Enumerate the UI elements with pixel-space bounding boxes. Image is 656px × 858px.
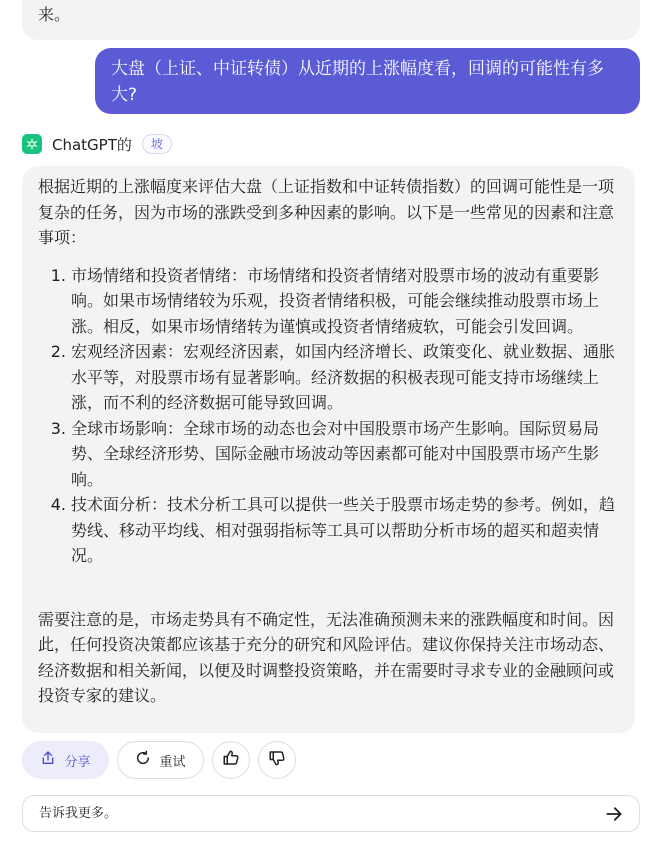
bot-name[interactable]: ChatGPT的 <box>52 135 132 154</box>
share-icon <box>40 750 56 770</box>
share-button[interactable] <box>22 741 109 779</box>
list-item-number: 2. <box>50 342 66 361</box>
chatgpt-logo-icon <box>22 134 42 154</box>
retry-label: 重试 <box>159 754 186 770</box>
list-item-number: 3. <box>50 418 66 438</box>
user-message-bubble <box>95 48 640 114</box>
bot-answer-bubble <box>22 166 635 733</box>
list-item-text: 市场情绪和投资者情绪：市场情绪和投资者情绪对股票市场的波动有重要影响。如果市场情绪较为乐观，投资者情绪积极，可能会继续推动股票市场上涨。相反，如果市场情绪转为谨慎或投资者情绪疲软，可能会引发回调。 <box>71 265 600 336</box>
list-item-text: 宏观经济因素：宏观经济因素，如国内经济增长、政策变化、就业数据、通胀水平等，对股票市场有显著影响。经济数据的积极表现可能支持市场继续上涨，而不利的经济数据可能导致回调。 <box>71 342 616 412</box>
previous-message-text: 来。 <box>38 5 71 24</box>
thumbs-down-button[interactable] <box>258 741 296 779</box>
message-input[interactable] <box>39 806 603 821</box>
answer-list-item <box>38 416 619 493</box>
share-label: 分享 <box>64 754 91 770</box>
retry-button[interactable] <box>117 741 204 779</box>
answer-outro: 需要注意的是，市场走势具有不确定性，无法准确预测未来的涨跌幅度和时间。因此，任何投资决策都应该基于充分的研究和风险评估。建议你保持关注市场动态、经济数据和相关新闻，以便及时调整投资策略，并在需要时寻求专业的金融顾问或投资专家的建议。 <box>38 609 615 705</box>
refresh-icon <box>135 750 151 770</box>
thumbs-up-icon <box>222 749 240 771</box>
message-action-bar <box>22 740 296 780</box>
answer-list-item <box>38 339 619 416</box>
user-message-text: 大盘（上证、中证转债）从近期的上涨幅度看，回调的可能性有多大? <box>111 59 604 105</box>
thumbs-down-icon <box>268 749 286 771</box>
list-item-text: 全球市场影响：全球市场的动态也会对中国股票市场产生影响。国际贸易局势、全球经济形势、国际金融市场波动等因素都可能对中国股票市场产生影响。 <box>71 418 600 489</box>
message-composer <box>22 795 640 832</box>
list-item-number: 1. <box>50 265 66 285</box>
answer-list <box>38 263 619 569</box>
send-arrow-icon[interactable] <box>603 803 625 825</box>
bot-header <box>22 130 172 158</box>
previous-message-bubble <box>22 0 640 40</box>
list-item-text: 技术面分析：技术分析工具可以提供一些关于股票市场走势的参考。例如，趋势线、移动平均线、相对强弱指标等工具可以帮助分析市场的超买和超卖情况。 <box>71 495 616 565</box>
answer-list-item <box>38 492 619 569</box>
answer-intro: 根据近期的上涨幅度来评估大盘（上证指数和中证转债指数）的回调可能性是一项复杂的任务，因为市场的涨跌受到多种因素的影响。以下是一些常见的因素和注意事项： <box>38 177 615 247</box>
thumbs-up-button[interactable] <box>212 741 250 779</box>
answer-list-item <box>38 263 619 340</box>
list-item-number: 4. <box>50 495 66 514</box>
bot-badge: 坡 <box>142 134 172 154</box>
